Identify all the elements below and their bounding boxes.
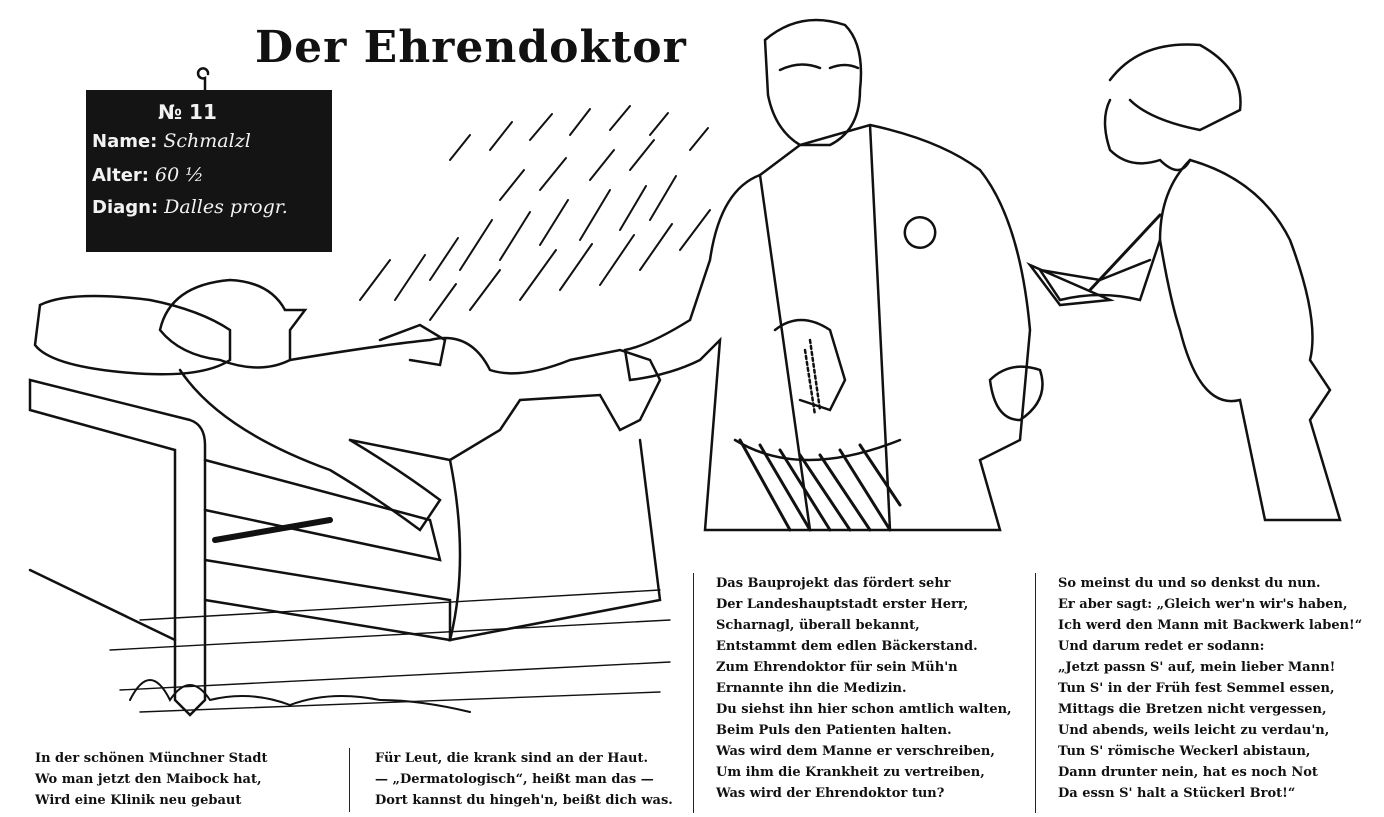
verse-line: Was wird dem Manne er verschreiben, xyxy=(716,744,995,759)
page-title: Der Ehrendoktor xyxy=(255,22,687,73)
doctor xyxy=(625,20,1043,530)
diagnosis-label: Diagn: xyxy=(92,197,159,218)
verse-line: In der schönen Münchner Stadt xyxy=(35,751,268,766)
verse-line: Dort kannst du hingeh'n, beißt dich was. xyxy=(375,793,673,808)
verse-column-1 xyxy=(35,748,268,811)
verse-column-4 xyxy=(1058,573,1362,804)
verse-line: Du siehst ihn hier schon amtlich walten, xyxy=(716,702,1012,717)
column-divider xyxy=(693,573,694,813)
verse-line: Das Bauprojekt das fördert sehr xyxy=(716,576,951,591)
column-divider xyxy=(349,748,350,812)
verse-line: Scharnagl, überall bekannt, xyxy=(716,618,920,633)
verse-line: — „Dermatologisch“, heißt man das — xyxy=(375,772,654,787)
patient-number: № 11 xyxy=(158,100,217,124)
verse-line: Wird eine Klinik neu gebaut xyxy=(35,793,242,808)
verse-line: Wo man jetzt den Maibock hat, xyxy=(35,772,262,787)
verse-line: Ich werd den Mann mit Backwerk laben!“ xyxy=(1058,618,1363,633)
verse-line: Mittags die Bretzen nicht vergessen, xyxy=(1058,702,1327,717)
verse-line: Und darum redet er sodann: xyxy=(1058,639,1265,654)
diagnosis-value: Dalles progr. xyxy=(164,196,288,218)
name-label: Name: xyxy=(92,131,158,152)
verse-line: Was wird der Ehrendoktor tun? xyxy=(716,786,945,801)
age-label: Alter: xyxy=(92,165,149,186)
verse-line: Entstammt dem edlen Bäckerstand. xyxy=(716,639,978,654)
name-value: Schmalzl xyxy=(163,130,251,152)
patient xyxy=(160,280,660,640)
patient-name-row xyxy=(92,130,251,152)
verse-line: So meinst du und so denkst du nun. xyxy=(1058,576,1321,591)
verse-column-2 xyxy=(375,748,673,811)
column-divider xyxy=(1035,573,1036,813)
verse-line: Da essn S' halt a Stückerl Brot!“ xyxy=(1058,786,1296,801)
board-hook xyxy=(198,68,208,90)
verse-line: „Jetzt passn S' auf, mein lieber Mann! xyxy=(1058,660,1336,675)
bed xyxy=(30,380,450,715)
patient-chart-board xyxy=(86,90,332,252)
age-value: 60 ½ xyxy=(155,164,204,186)
verse-line: Er aber sagt: „Gleich wer'n wir's haben, xyxy=(1058,597,1348,612)
verse-line: Und abends, weils leicht zu verdau'n, xyxy=(1058,723,1330,738)
verse-line: Um ihm die Krankheit zu vertreiben, xyxy=(716,765,985,780)
verse-line: Tun S' römische Weckerl abistaun, xyxy=(1058,744,1311,759)
verse-line: Zum Ehrendoktor für sein Müh'n xyxy=(716,660,958,675)
verse-line: Beim Puls den Patienten halten. xyxy=(716,723,952,738)
nurse xyxy=(1030,44,1340,520)
verse-line: Tun S' in der Früh fest Semmel essen, xyxy=(1058,681,1335,696)
verse-line: Ernannte ihn die Medizin. xyxy=(716,681,907,696)
verse-column-3 xyxy=(716,573,1012,804)
patient-diagnosis-row xyxy=(92,196,288,218)
pillow xyxy=(35,296,230,374)
verse-line: Der Landeshauptstadt erster Herr, xyxy=(716,597,969,612)
verse-line: Für Leut, die krank sind an der Haut. xyxy=(375,751,648,766)
patient-age-row xyxy=(92,164,204,186)
verse-line: Dann drunter nein, hat es noch Not xyxy=(1058,765,1318,780)
